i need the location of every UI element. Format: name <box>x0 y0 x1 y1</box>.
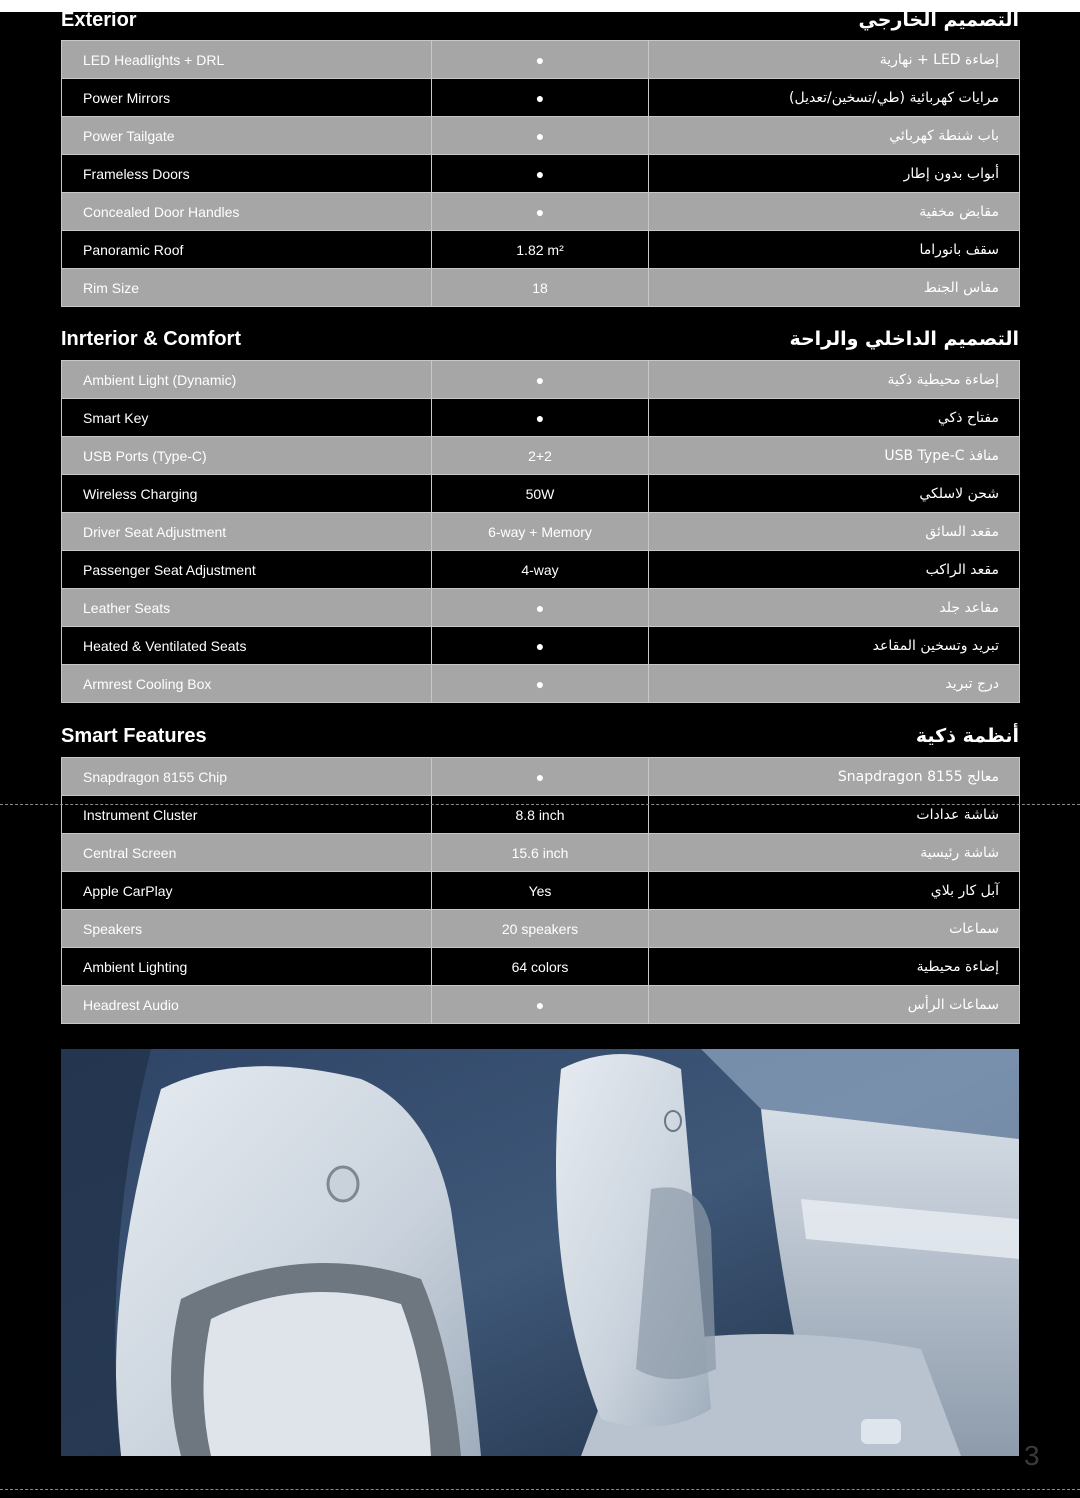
table-row <box>62 231 1020 269</box>
feature-name-ar: مقاعد جلد <box>649 589 1020 627</box>
feature-name: Heated & Ventilated Seats <box>62 627 432 665</box>
feature-name-ar: مقعد السائق <box>649 513 1020 551</box>
section-title-ar: التصميم الداخلي والراحة <box>789 328 1019 350</box>
feature-name: Rim Size <box>62 269 432 307</box>
table-row <box>62 834 1020 872</box>
feature-value: 8.8 inch <box>432 796 649 834</box>
feature-name-ar: مرايات كهربائية (طي/تسخين/تعديل) <box>649 79 1020 117</box>
table-row <box>62 155 1020 193</box>
feature-name: Wireless Charging <box>62 475 432 513</box>
feature-name: Smart Key <box>62 399 432 437</box>
table-row <box>62 796 1020 834</box>
feature-name: Headrest Audio <box>62 986 432 1024</box>
feature-value: Yes <box>432 872 649 910</box>
feature-name-ar: تبريد وتسخين المقاعد <box>649 627 1020 665</box>
feature-value: ● <box>432 155 649 193</box>
feature-name-ar: سماعات الرأس <box>649 986 1020 1024</box>
feature-value: 15.6 inch <box>432 834 649 872</box>
spec-table-exterior <box>61 40 1020 307</box>
feature-name-ar: شحن لاسلكي <box>649 475 1020 513</box>
table-row <box>62 437 1020 475</box>
table-row <box>62 79 1020 117</box>
feature-name: Concealed Door Handles <box>62 193 432 231</box>
feature-name: Central Screen <box>62 834 432 872</box>
feature-name: Snapdragon 8155 Chip <box>62 758 432 796</box>
table-row <box>62 475 1020 513</box>
section-header-interior <box>61 324 1019 354</box>
feature-value: ● <box>432 79 649 117</box>
feature-name-ar: باب شنطة كهربائي <box>649 117 1020 155</box>
table-row <box>62 758 1020 796</box>
feature-value: ● <box>432 665 649 703</box>
feature-name: LED Headlights + DRL <box>62 41 432 79</box>
feature-name-ar: مفتاح ذكي <box>649 399 1020 437</box>
feature-value: ● <box>432 361 649 399</box>
feature-name: Ambient Light (Dynamic) <box>62 361 432 399</box>
feature-name: Frameless Doors <box>62 155 432 193</box>
section-header-exterior <box>61 5 1019 35</box>
section-title-en: Inrterior & Comfort <box>61 327 241 350</box>
feature-name: Armrest Cooling Box <box>62 665 432 703</box>
table-row <box>62 627 1020 665</box>
feature-name-ar: درج تبريد <box>649 665 1020 703</box>
table-row <box>62 910 1020 948</box>
feature-value: ● <box>432 986 649 1024</box>
feature-value: 2+2 <box>432 437 649 475</box>
bottom-dashed-line <box>0 1489 1080 1490</box>
feature-name-ar: مقابض مخفية <box>649 193 1020 231</box>
feature-value: ● <box>432 627 649 665</box>
feature-name-ar: إضاءة LED + نهارية <box>649 41 1020 79</box>
spec-table-smart <box>61 757 1020 1024</box>
feature-value: ● <box>432 41 649 79</box>
feature-value: 50W <box>432 475 649 513</box>
table-row <box>62 986 1020 1024</box>
feature-value: ● <box>432 758 649 796</box>
section-title-en: Exterior <box>61 8 137 31</box>
feature-value: 4-way <box>432 551 649 589</box>
feature-name: Panoramic Roof <box>62 231 432 269</box>
feature-name-ar: شاشة عدادات <box>649 796 1020 834</box>
page-number: 3 <box>1024 1440 1040 1471</box>
spec-table-interior <box>61 360 1020 703</box>
feature-name: USB Ports (Type-C) <box>62 437 432 475</box>
feature-name-ar: سقف بانوراما <box>649 231 1020 269</box>
feature-name-ar: آبل كار بلاي <box>649 872 1020 910</box>
feature-name-ar: مقاس الجنط <box>649 269 1020 307</box>
interior-seat-photo <box>61 1049 1019 1456</box>
feature-name: Instrument Cluster <box>62 796 432 834</box>
guide-dashed-line <box>0 804 1080 805</box>
table-row <box>62 361 1020 399</box>
feature-name-ar: معالج Snapdragon 8155 <box>649 758 1020 796</box>
feature-name: Power Mirrors <box>62 79 432 117</box>
table-row <box>62 872 1020 910</box>
feature-name: Speakers <box>62 910 432 948</box>
feature-value: ● <box>432 399 649 437</box>
section-header-smart <box>61 721 1019 751</box>
feature-value: 20 speakers <box>432 910 649 948</box>
feature-name-ar: مقعد الراكب <box>649 551 1020 589</box>
feature-value: 6-way + Memory <box>432 513 649 551</box>
feature-value: ● <box>432 193 649 231</box>
feature-value: 18 <box>432 269 649 307</box>
feature-name: Ambient Lighting <box>62 948 432 986</box>
feature-value: 1.82 m² <box>432 231 649 269</box>
table-row <box>62 117 1020 155</box>
feature-name-ar: أبواب بدون إطار <box>649 155 1020 193</box>
table-row <box>62 551 1020 589</box>
feature-name-ar: إضاءة محيطية <box>649 948 1020 986</box>
table-row <box>62 589 1020 627</box>
section-title-ar: التصميم الخارجي <box>858 9 1019 31</box>
table-row <box>62 193 1020 231</box>
feature-name-ar: منافذ USB Type-C <box>649 437 1020 475</box>
feature-name: Passenger Seat Adjustment <box>62 551 432 589</box>
feature-name: Driver Seat Adjustment <box>62 513 432 551</box>
section-title-en: Smart Features <box>61 724 207 747</box>
table-row <box>62 665 1020 703</box>
table-row <box>62 948 1020 986</box>
feature-name-ar: شاشة رئيسية <box>649 834 1020 872</box>
feature-name: Leather Seats <box>62 589 432 627</box>
feature-value: ● <box>432 117 649 155</box>
feature-value: 64 colors <box>432 948 649 986</box>
feature-name: Power Tailgate <box>62 117 432 155</box>
feature-name: Apple CarPlay <box>62 872 432 910</box>
table-row <box>62 41 1020 79</box>
table-row <box>62 399 1020 437</box>
feature-name-ar: سماعات <box>649 910 1020 948</box>
table-row <box>62 513 1020 551</box>
table-row <box>62 269 1020 307</box>
section-title-ar: أنظمة ذكية <box>915 725 1019 747</box>
feature-name-ar: إضاءة محيطية ذكية <box>649 361 1020 399</box>
feature-value: ● <box>432 589 649 627</box>
